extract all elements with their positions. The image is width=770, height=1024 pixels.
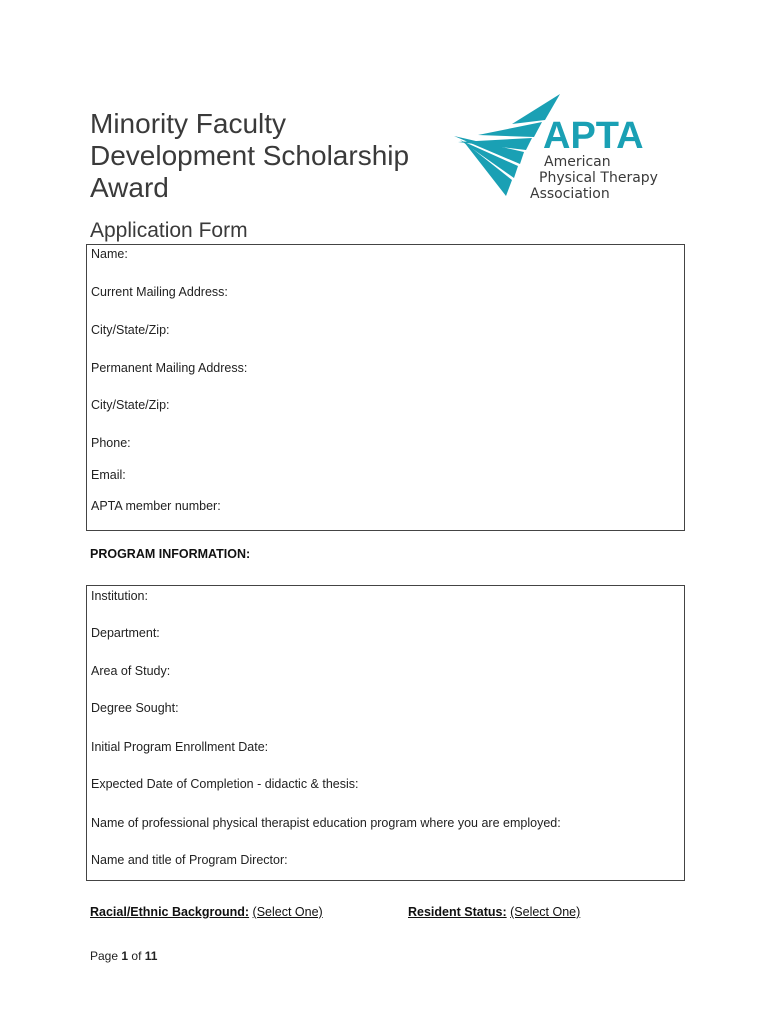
field-name[interactable]: Name: xyxy=(91,247,128,261)
field-permanent-city-state-zip[interactable]: City/State/Zip: xyxy=(91,398,170,412)
title-line-3: Award xyxy=(90,172,169,203)
field-degree-sought[interactable]: Degree Sought: xyxy=(91,701,179,715)
field-expected-completion-date[interactable]: Expected Date of Completion - didactic & thesis: xyxy=(91,777,359,791)
program-section-heading: PROGRAM INFORMATION: xyxy=(90,547,251,561)
field-initial-enrollment-date[interactable]: Initial Program Enrollment Date: xyxy=(91,740,269,754)
field-apta-member-number[interactable]: APTA member number: xyxy=(91,499,221,513)
form-subtitle: Application Form xyxy=(90,219,248,242)
title-line-1: Minority Faculty xyxy=(90,108,287,139)
apta-logo-line3: Association xyxy=(530,186,610,202)
field-department[interactable]: Department: xyxy=(91,626,160,640)
field-institution[interactable]: Institution: xyxy=(91,589,148,603)
document-title xyxy=(90,108,450,204)
racial-background-label: Racial/Ethnic Background: xyxy=(90,905,250,919)
field-program-director[interactable]: Name and title of Program Director: xyxy=(91,853,288,867)
apta-logo-line2: Physical Therapy xyxy=(539,170,658,186)
page-footer xyxy=(90,949,157,963)
field-current-mailing-address[interactable]: Current Mailing Address: xyxy=(91,285,228,299)
title-line-2: Development Scholarship xyxy=(90,140,410,171)
field-area-of-study[interactable]: Area of Study: xyxy=(91,664,171,678)
program-info-box xyxy=(86,585,685,881)
apta-logo-line1: American xyxy=(544,154,611,170)
racial-background-prompt[interactable] xyxy=(90,905,323,919)
field-city-state-zip[interactable]: City/State/Zip: xyxy=(91,323,170,337)
field-phone[interactable]: Phone: xyxy=(91,436,131,450)
field-email[interactable]: Email: xyxy=(91,468,126,482)
field-employer-program-name[interactable]: Name of professional physical therapist education program where you are employed: xyxy=(91,816,561,830)
apta-logo-brand: APTA xyxy=(543,115,644,157)
racial-background-hint: (Select One) xyxy=(252,905,323,919)
of-word: of xyxy=(131,949,142,963)
apta-logo xyxy=(450,92,680,204)
resident-status-label: Resident Status: xyxy=(408,905,507,919)
resident-status-prompt[interactable] xyxy=(408,905,580,919)
page-number: 1 xyxy=(121,949,129,963)
field-permanent-mailing-address[interactable]: Permanent Mailing Address: xyxy=(91,361,248,375)
resident-status-hint: (Select One) xyxy=(510,905,581,919)
page-total: 11 xyxy=(144,949,158,963)
page-word: Page xyxy=(90,949,119,963)
applicant-info-box xyxy=(86,244,685,531)
